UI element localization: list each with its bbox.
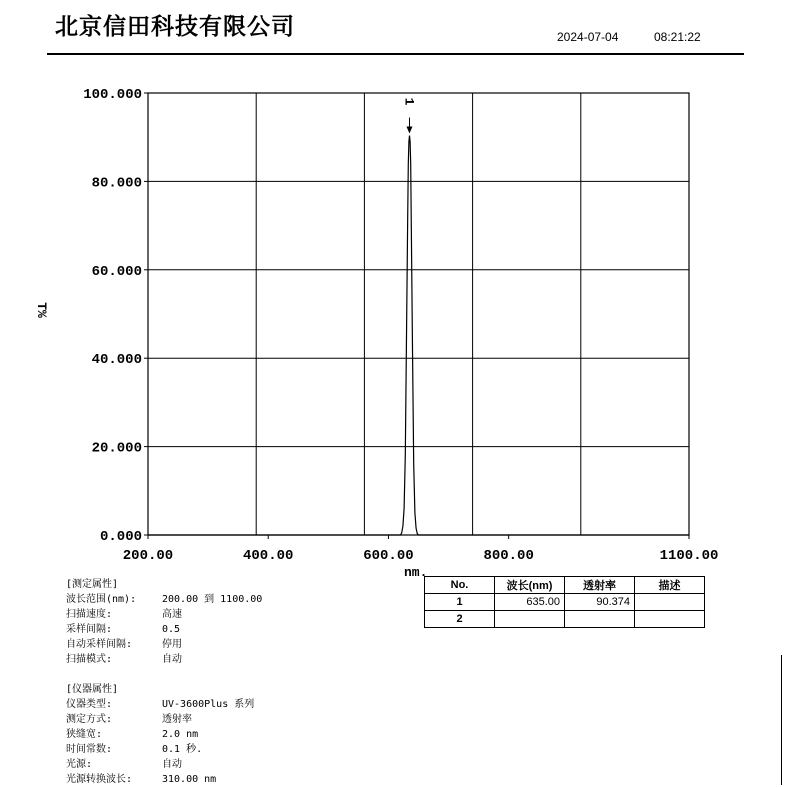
peak-table-header-no: No. xyxy=(425,577,495,594)
spectrum-line xyxy=(148,136,689,536)
property-label: 狭缝宽: xyxy=(66,729,103,740)
peak-wavelength: 635.00 xyxy=(495,594,565,611)
property-value: 200.00 到 1100.00 xyxy=(162,594,263,605)
y-tick-label: 40.000 xyxy=(91,352,142,369)
property-value: 0.1 秒. xyxy=(162,744,203,755)
table-row xyxy=(425,594,705,611)
peak-table-header-wavelength: 波长(nm) xyxy=(495,577,565,594)
peak-annotations xyxy=(401,98,416,134)
property-label: 仪器类型: xyxy=(66,699,113,710)
property-row xyxy=(66,757,262,772)
property-label: 扫描模式: xyxy=(66,654,113,665)
chart-grid xyxy=(148,93,689,535)
property-row xyxy=(66,712,262,727)
property-row xyxy=(66,652,262,667)
peak-no: 1 xyxy=(425,594,495,611)
x-tick-label: 600.00 xyxy=(363,548,414,564)
plot-area-frame xyxy=(148,93,689,535)
y-axis-ticks xyxy=(83,87,148,545)
property-value: 自动 xyxy=(162,759,182,770)
x-tick-label: 200.00 xyxy=(122,548,174,564)
y-tick-label: 20.000 xyxy=(91,440,142,457)
print-time: 08:21:22 xyxy=(654,30,701,44)
property-label: 波长范围(nm): xyxy=(66,594,137,605)
property-label: 光源转换波长: xyxy=(66,774,133,785)
peak-transmittance: 90.374 xyxy=(565,594,635,611)
property-label: 扫描速度: xyxy=(66,609,113,620)
instrument-properties-title: [仪器属性] xyxy=(66,684,119,695)
property-value: 高速 xyxy=(162,609,182,620)
peak-description xyxy=(635,594,705,611)
property-label: 采样间隔: xyxy=(66,624,113,635)
property-row xyxy=(66,622,262,637)
property-row xyxy=(66,607,262,622)
property-row xyxy=(66,697,262,712)
x-tick-label: 1100.00 xyxy=(659,548,719,564)
peak-wavelength xyxy=(495,611,565,628)
y-tick-label: 80.000 xyxy=(91,175,142,192)
property-value: 透射率 xyxy=(162,714,192,725)
peak-description xyxy=(635,611,705,628)
y-tick-label: 60.000 xyxy=(91,263,142,280)
peak-marker-arrow-icon xyxy=(406,127,412,134)
peak-label: 1 xyxy=(401,97,417,106)
property-row xyxy=(66,637,262,652)
y-tick-label: 0.000 xyxy=(99,529,142,545)
peak-table xyxy=(424,576,705,628)
y-axis-label: T% xyxy=(34,302,49,318)
peak-table-header-transmittance: 透射率 xyxy=(565,577,635,594)
property-row xyxy=(66,742,262,757)
properties-panel xyxy=(66,577,262,787)
measurement-properties-title: [测定属性] xyxy=(66,579,119,590)
property-row xyxy=(66,727,262,742)
peak-table-header-description: 描述 xyxy=(635,577,705,594)
peak-transmittance xyxy=(565,611,635,628)
property-label: 光源: xyxy=(66,759,93,770)
property-value: 自动 xyxy=(162,654,182,665)
property-label: 时间常数: xyxy=(66,744,113,755)
x-tick-label: 400.00 xyxy=(243,548,294,564)
print-date: 2024-07-04 xyxy=(557,30,619,44)
peak-no: 2 xyxy=(425,611,495,628)
peak-table-header xyxy=(425,577,705,594)
property-label: 自动采样间隔: xyxy=(66,639,133,650)
x-axis-ticks xyxy=(123,535,719,564)
property-value: 2.0 nm xyxy=(162,729,199,740)
company-name: 北京信田科技有限公司 xyxy=(55,14,295,40)
table-row xyxy=(425,611,705,628)
property-label: 测定方式: xyxy=(66,714,113,725)
property-value: UV-3600Plus 系列 xyxy=(162,699,255,710)
property-value: 0.5 xyxy=(162,624,181,635)
x-axis-label: nm. xyxy=(404,565,428,580)
property-row xyxy=(66,592,262,607)
instrument-properties-list xyxy=(66,697,262,787)
measurement-properties-list xyxy=(66,592,262,667)
property-value: 停用 xyxy=(162,639,182,650)
property-value: 310.00 nm xyxy=(162,774,217,785)
x-tick-label: 800.00 xyxy=(483,548,534,564)
page-edge-line xyxy=(781,655,782,785)
y-tick-label: 100.000 xyxy=(83,87,142,103)
